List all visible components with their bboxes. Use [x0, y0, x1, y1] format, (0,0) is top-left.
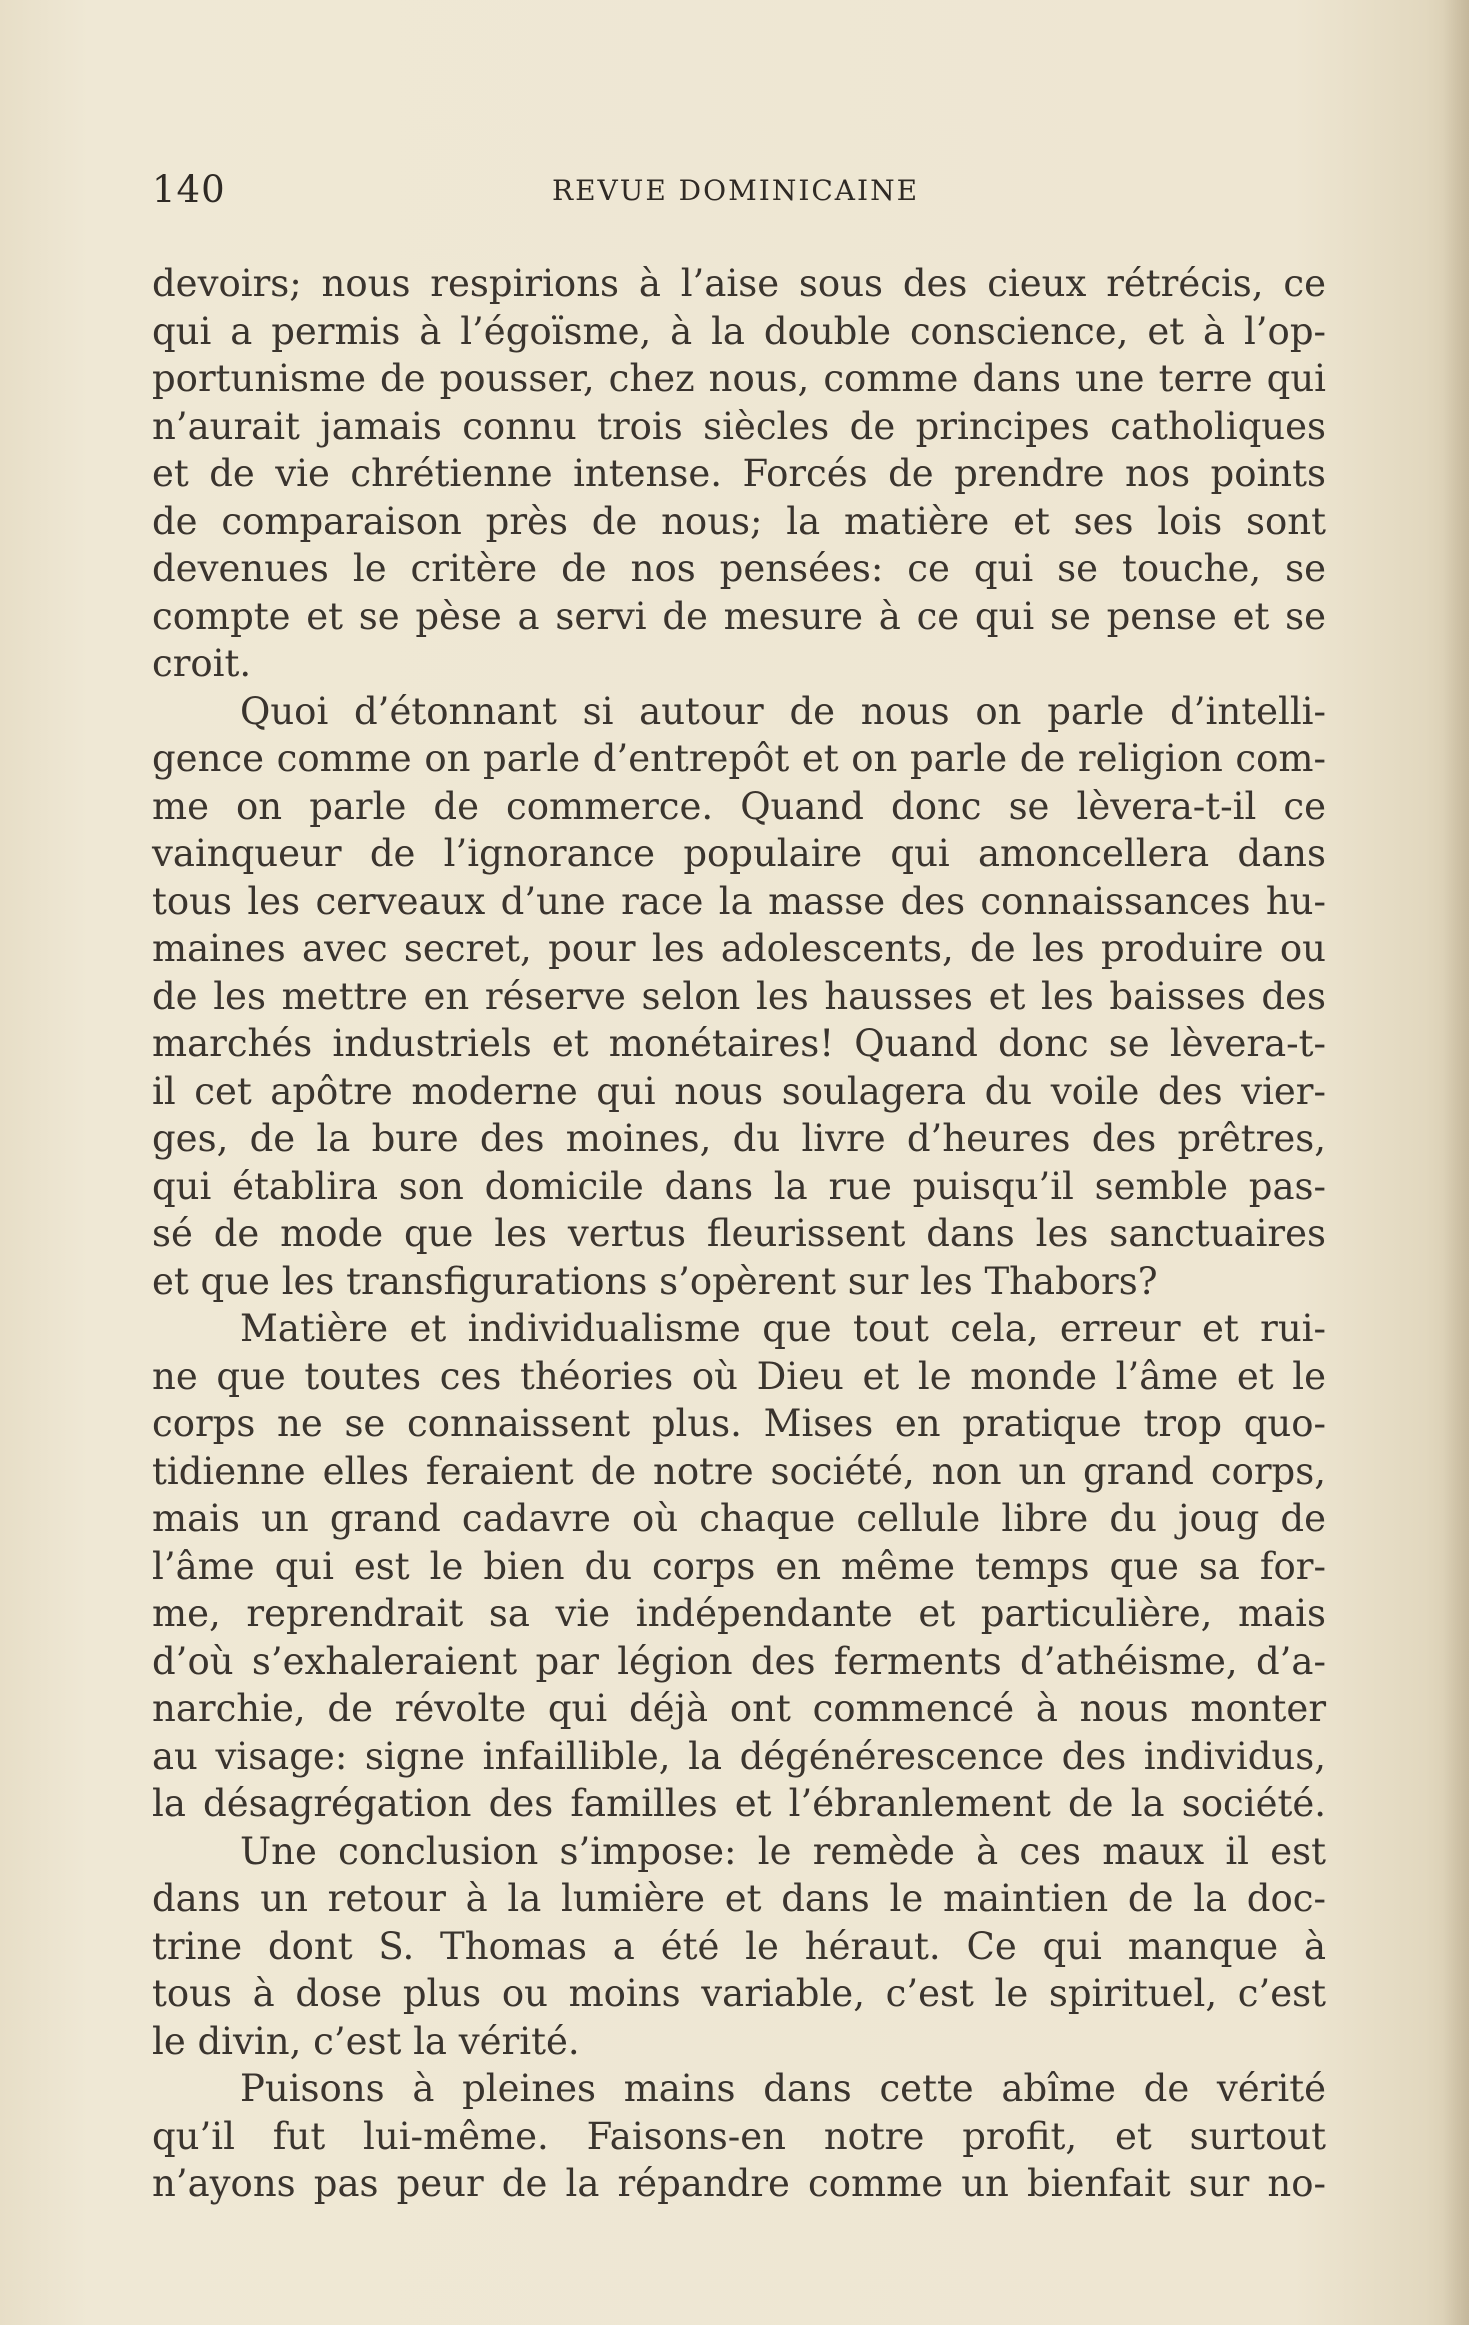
text-line: qu’il fut lui-même. Faisons-en notre profit, et surtout [152, 2114, 1326, 2158]
text-line: qui a permis à l’égoïsme, à la double conscience, et à l’op- [152, 309, 1326, 353]
text-line: devenues le critère de nos pensées: ce qui se touche, se [152, 547, 1326, 590]
text-line: tous les cerveaux d’une race la masse des connaissances hu- [152, 879, 1326, 923]
text-line: maines avec secret, pour les adolescents, de les produire ou [152, 927, 1326, 970]
text-line: corps ne se connaissent plus. Mises en pratique trop quo- [152, 1402, 1326, 1445]
text-line: d’où s’exhaleraient par légion des ferments d’athéisme, d’a- [152, 1639, 1326, 1683]
text-line: Quoi d’étonnant si autour de nous on parle d’intelli- [240, 689, 1326, 733]
text-line: et que les transfigurations s’opèrent sur les Thabors? [152, 1259, 1158, 1303]
text-line: gence comme on parle d’entrepôt et on parle de religion com- [152, 737, 1326, 780]
text-line: la désagrégation des familles et l’ébranlement de la société. [152, 1782, 1326, 1825]
text-line: mais un grand cadavre où chaque cellule libre du joug de [152, 1497, 1326, 1540]
text-line: et de vie chrétienne intense. Forcés de prendre nos points [152, 452, 1326, 495]
text-line: Matière et individualisme que tout cela, erreur et rui- [240, 1307, 1326, 1350]
body-text [152, 260, 1326, 2240]
text-line: croit. [152, 642, 252, 685]
text-line: Une conclusion s’impose: le remède à ces maux il est [240, 1829, 1326, 1873]
text-line: devoirs; nous respirions à l’aise sous des cieux rétrécis, ce [152, 262, 1326, 305]
text-line: dans un retour à la lumière et dans le maintien de la doc- [152, 1877, 1326, 1920]
text-line: ges, de la bure des moines, du livre d’heures des prêtres, [152, 1117, 1326, 1160]
text-line: Puisons à pleines mains dans cette abîme de vérité [240, 2067, 1326, 2110]
text-line: me, reprendrait sa vie indépendante et particulière, mais [152, 1592, 1326, 1635]
page-edge-shadow [1443, 0, 1469, 2325]
text-line: de les mettre en réserve selon les hausses et les baisses des [152, 974, 1326, 1018]
text-line: trine dont S. Thomas a été le héraut. Ce qui manque à [152, 1924, 1326, 1968]
text-line: de comparaison près de nous; la matière et ses lois sont [152, 499, 1326, 543]
text-line: tous à dose plus ou moins variable, c’est le spirituel, c’est [152, 1972, 1326, 2015]
text-line: compte et se pèse a servi de mesure à ce qui se pense et se [152, 594, 1326, 638]
text-line: me on parle de commerce. Quand donc se lèvera-t-il ce [152, 784, 1326, 828]
text-line: l’âme qui est le bien du corps en même temps que sa for- [152, 1544, 1326, 1588]
text-line: vainqueur de l’ignorance populaire qui amoncellera dans [152, 832, 1326, 875]
text-line: n’aurait jamais connu trois siècles de principes catholiques [152, 404, 1326, 448]
text-line: il cet apôtre moderne qui nous soulagera du voile des vier- [152, 1069, 1326, 1113]
text-line: au visage: signe infaillible, la dégénérescence des individus, [152, 1734, 1326, 1778]
text-line: qui établira son domicile dans la rue puisqu’il semble pas- [152, 1164, 1326, 1208]
running-title: REVUE DOMINICAINE [552, 174, 920, 207]
text-line: narchie, de révolte qui déjà ont commencé à nous monter [152, 1687, 1326, 1730]
page-header [152, 168, 1332, 214]
text-line: sé de mode que les vertus fleurissent dans les sanctuaires [152, 1212, 1326, 1255]
text-line: tidienne elles feraient de notre société, non un grand corps, [152, 1449, 1326, 1493]
text-line: portunisme de pousser, chez nous, comme dans une terre qui [152, 357, 1326, 400]
text-line: ne que toutes ces théories où Dieu et le monde l’âme et le [152, 1354, 1326, 1398]
page-number: 140 [152, 168, 226, 211]
text-line: marchés industriels et monétaires! Quand donc se lèvera-t- [152, 1022, 1326, 1065]
text-line: n’ayons pas peur de la répandre comme un bienfait sur no- [152, 2162, 1326, 2205]
text-line: le divin, c’est la vérité. [152, 2019, 580, 2063]
